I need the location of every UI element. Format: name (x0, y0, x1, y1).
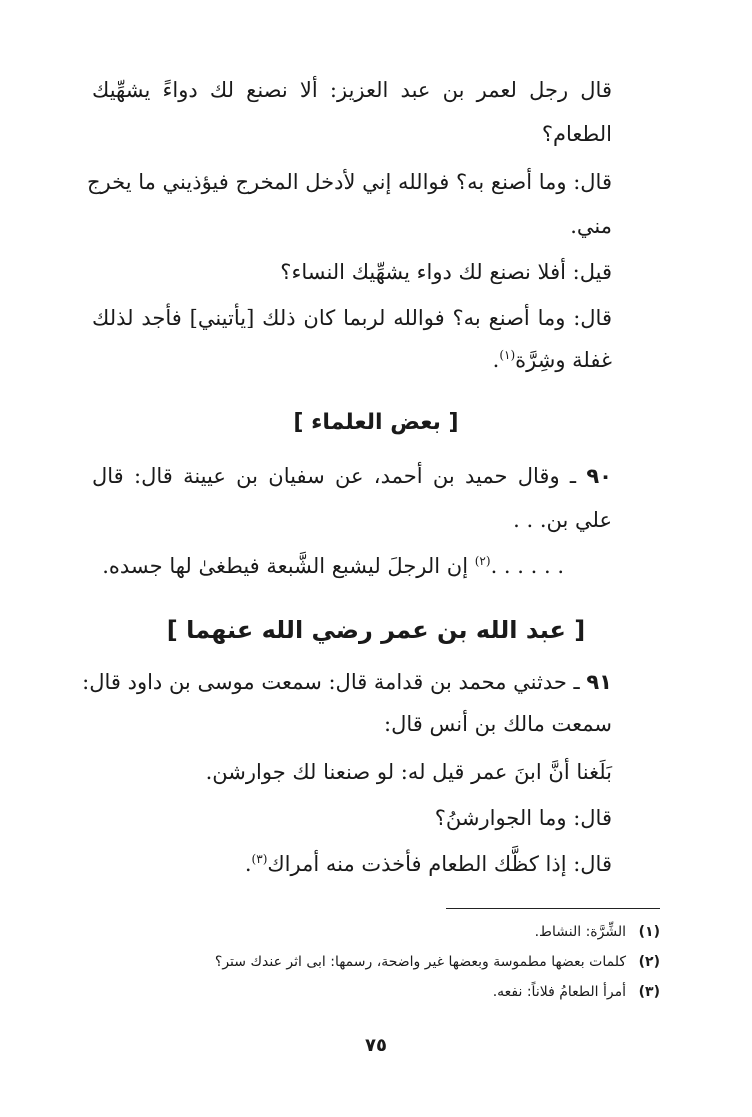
item-90-line-2: علي بن. . . (513, 508, 612, 532)
item-90-text: ـ وقال حميد بن أحمد، عن سفيان بن عيينة قال: قال (92, 464, 587, 488)
paragraph-1-line-2: الطعام؟ (541, 122, 612, 146)
section-heading-some-scholars: [ بعض العلماء ] (293, 410, 459, 435)
footnote-ref-1: (١) (499, 348, 516, 362)
footnote-separator (446, 908, 660, 909)
page-number: ٧٥ (365, 1035, 387, 1056)
paragraph-4-end: . (492, 348, 500, 372)
paragraph-4-line-1: قال: وما أصنع به؟ فوالله لربما كان ذلك [يأتيني] فأجد لذلك (92, 306, 612, 330)
footnote-1 (80, 924, 660, 940)
footnote-3 (80, 984, 660, 1000)
footnote-ref-3: (٣) (251, 852, 268, 866)
item-number-91: ٩١ (586, 670, 612, 694)
item-91-line-1 (82, 668, 612, 697)
paragraph-2-line-1: قال: وما أصنع به؟ فوالله إني لأدخل المخرج فيؤذيني ما يخرج (87, 170, 612, 194)
item-91-line-4: قال: وما الجوارشنُ؟ (434, 806, 612, 830)
item-90-line-3 (52, 552, 612, 581)
footnote-2-text: كلمات بعضها مطموسة وبعضها غير واضحة، رسمها: ابى اثر عندك ستر؟ (214, 954, 626, 970)
section-heading-abdullah-ibn-umar: [ عبد الله بن عمر رضي الله عنهما ] (166, 616, 586, 644)
footnote-3-number: (٣) (638, 984, 660, 1000)
item-91-line-5 (92, 850, 612, 879)
item-91-line-5-text: قال: إذا كظَّك الطعام فأخذت منه أمراك (267, 852, 612, 876)
item-91-line-5-end: . (244, 852, 252, 876)
footnote-1-number: (١) (638, 924, 660, 940)
item-90-line-1 (92, 462, 612, 491)
footnote-2 (80, 954, 660, 970)
paragraph-4-line-2 (92, 346, 612, 375)
item-number-90: ٩٠ (586, 464, 612, 488)
item-90-quote: إن الرجلَ ليشبع الشَّبعة فيطغىٰ لها جسده. (102, 554, 475, 578)
footnote-3-text: أمرأ الطعامُ فلاناً: نفعه. (492, 984, 626, 1000)
paragraph-2-line-2: مني. (570, 214, 612, 238)
item-91-line-2: سمعت مالك بن أنس قال: (384, 712, 612, 736)
paragraph-3-line-1: قيل: أفلا نصنع لك دواء يشهِّيك النساء؟ (280, 260, 612, 284)
item-91-line-3: بَلَغنا أنَّ ابنَ عمر قيل له: لو صنعنا لك جوارشن. (205, 760, 612, 784)
paragraph-4-text: غفلة وشِرَّة (515, 348, 612, 372)
item-90-ellipsis: . . . . . . (490, 554, 564, 578)
paragraph-1-line-1: قال رجل لعمر بن عبد العزيز: ألا نصنع لك دواءً يشهِّيك (92, 78, 612, 102)
footnote-2-number: (٢) (638, 954, 660, 970)
footnote-1-text: الشِّرَّة: النشاط. (534, 924, 626, 940)
item-91-text: ـ حدثني محمد بن قدامة قال: سمعت موسى بن داود قال: (82, 670, 587, 694)
footnote-ref-2: (٢) (474, 554, 491, 568)
